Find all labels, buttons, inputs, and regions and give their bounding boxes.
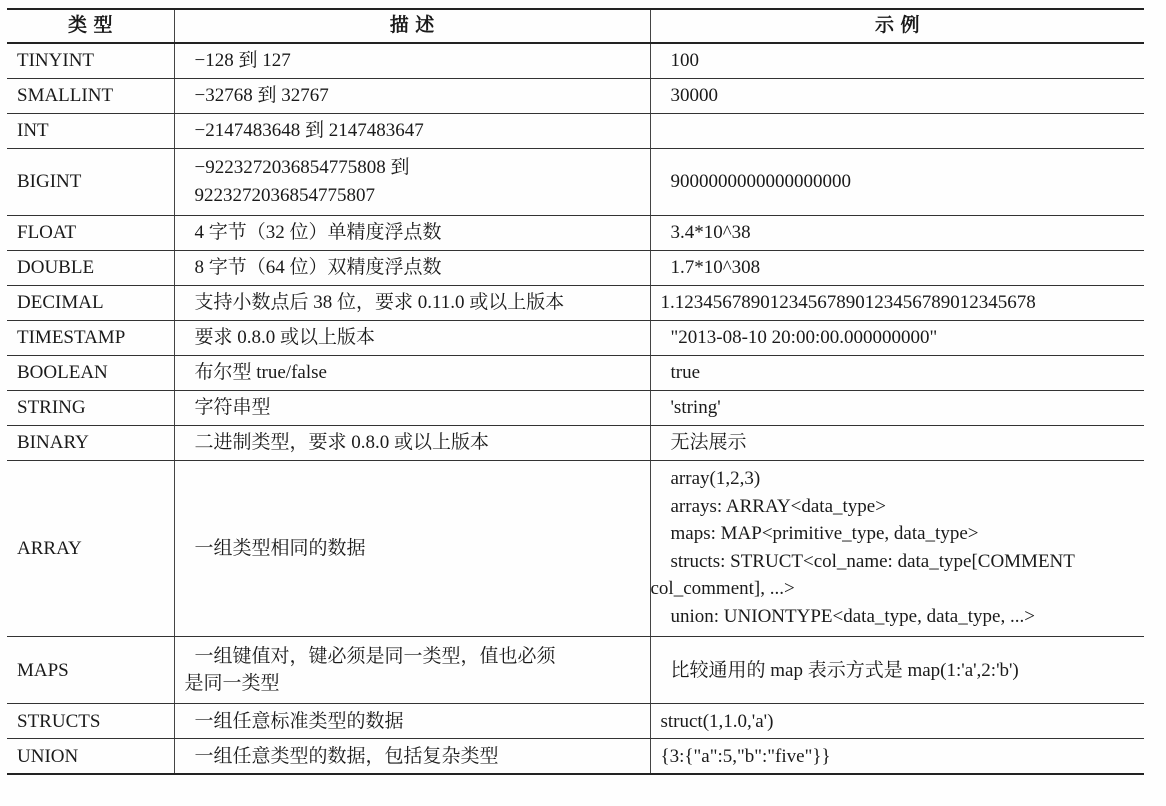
type-cell: MAPS xyxy=(7,637,174,704)
description-cell: 布尔型 true/false xyxy=(174,356,650,391)
example-cell xyxy=(650,461,1144,637)
table-row xyxy=(7,461,1144,637)
description-cell: 4 字节（32 位）单精度浮点数 xyxy=(174,216,650,251)
example-cell: 30000 xyxy=(650,79,1144,114)
example-cell: 比较通用的 map 表示方式是 map(1:'a',2:'b') xyxy=(650,637,1144,704)
description-cell: −128 到 127 xyxy=(174,43,650,79)
example-cell: 无法展示 xyxy=(650,426,1144,461)
type-cell: BINARY xyxy=(7,426,174,461)
type-cell: DOUBLE xyxy=(7,251,174,286)
header-description: 描 述 xyxy=(174,9,650,43)
example-line: union: UNIONTYPE<data_type, data_type, ...> xyxy=(670,605,1035,627)
table-header-row xyxy=(7,9,1144,43)
type-cell: ARRAY xyxy=(7,461,174,637)
header-example: 示 例 xyxy=(650,9,1144,43)
type-cell: STRUCTS xyxy=(7,704,174,739)
type-cell: DECIMAL xyxy=(7,286,174,321)
description-line: 一组键值对，键必须是同一类型，值也必须 xyxy=(194,645,556,667)
table-row xyxy=(7,43,1144,79)
description-line: −9223272036854775808 到 xyxy=(194,157,410,179)
description-line: 是同一类型 xyxy=(184,673,280,695)
table-row xyxy=(7,739,1144,775)
example-cell: 1.7*10^308 xyxy=(650,251,1144,286)
example-line: structs: STRUCT<col_name: data_type[COMMENT xyxy=(670,550,1075,572)
table-row xyxy=(7,637,1144,704)
description-cell: 二进制类型，要求 0.8.0 或以上版本 xyxy=(174,426,650,461)
type-cell: TINYINT xyxy=(7,43,174,79)
example-cell: true xyxy=(650,356,1144,391)
example-cell: 9000000000000000000 xyxy=(650,149,1144,216)
table-row xyxy=(7,391,1144,426)
example-line: maps: MAP<primitive_type, data_type> xyxy=(670,523,979,545)
description-line: 9223272036854775807 xyxy=(194,185,375,206)
description-cell: 字符串型 xyxy=(174,391,650,426)
table-row xyxy=(7,704,1144,739)
header-type: 类 型 xyxy=(7,9,174,43)
table-row xyxy=(7,356,1144,391)
table-row xyxy=(7,114,1144,149)
type-cell: BOOLEAN xyxy=(7,356,174,391)
example-line: array(1,2,3) xyxy=(670,468,761,489)
description-cell: 一组任意标准类型的数据 xyxy=(174,704,650,739)
type-cell: UNION xyxy=(7,739,174,775)
example-line: arrays: ARRAY<data_type> xyxy=(670,495,886,517)
type-cell: BIGINT xyxy=(7,149,174,216)
example-cell: 100 xyxy=(650,43,1144,79)
example-line: col_comment], ...> xyxy=(650,578,795,600)
description-cell: −32768 到 32767 xyxy=(174,79,650,114)
description-cell: −2147483648 到 2147483647 xyxy=(174,114,650,149)
description-cell: 一组任意类型的数据，包括复杂类型 xyxy=(174,739,650,775)
table-row xyxy=(7,321,1144,356)
table-row xyxy=(7,251,1144,286)
type-cell: FLOAT xyxy=(7,216,174,251)
description-cell xyxy=(174,149,650,216)
example-cell: 'string' xyxy=(650,391,1144,426)
example-cell: 3.4*10^38 xyxy=(650,216,1144,251)
example-cell: struct(1,1.0,'a') xyxy=(650,704,1144,739)
example-cell: "2013-08-10 20:00:00.000000000" xyxy=(650,321,1144,356)
table-row xyxy=(7,426,1144,461)
type-cell: STRING xyxy=(7,391,174,426)
example-cell xyxy=(650,114,1144,149)
data-type-table-container xyxy=(7,8,1144,775)
description-cell: 8 字节（64 位）双精度浮点数 xyxy=(174,251,650,286)
type-cell: INT xyxy=(7,114,174,149)
description-cell: 要求 0.8.0 或以上版本 xyxy=(174,321,650,356)
type-cell: SMALLINT xyxy=(7,79,174,114)
table-row xyxy=(7,286,1144,321)
description-cell: 一组类型相同的数据 xyxy=(174,461,650,637)
example-cell: {3:{"a":5,"b":"five"}} xyxy=(650,739,1144,775)
example-cell: 1.12345678901234567890123456789012345678 xyxy=(650,286,1144,321)
table-row xyxy=(7,79,1144,114)
description-cell: 支持小数点后 38 位，要求 0.11.0 或以上版本 xyxy=(174,286,650,321)
table-row xyxy=(7,149,1144,216)
table-row xyxy=(7,216,1144,251)
type-cell: TIMESTAMP xyxy=(7,321,174,356)
hive-data-type-table xyxy=(7,8,1144,775)
description-cell xyxy=(174,637,650,704)
